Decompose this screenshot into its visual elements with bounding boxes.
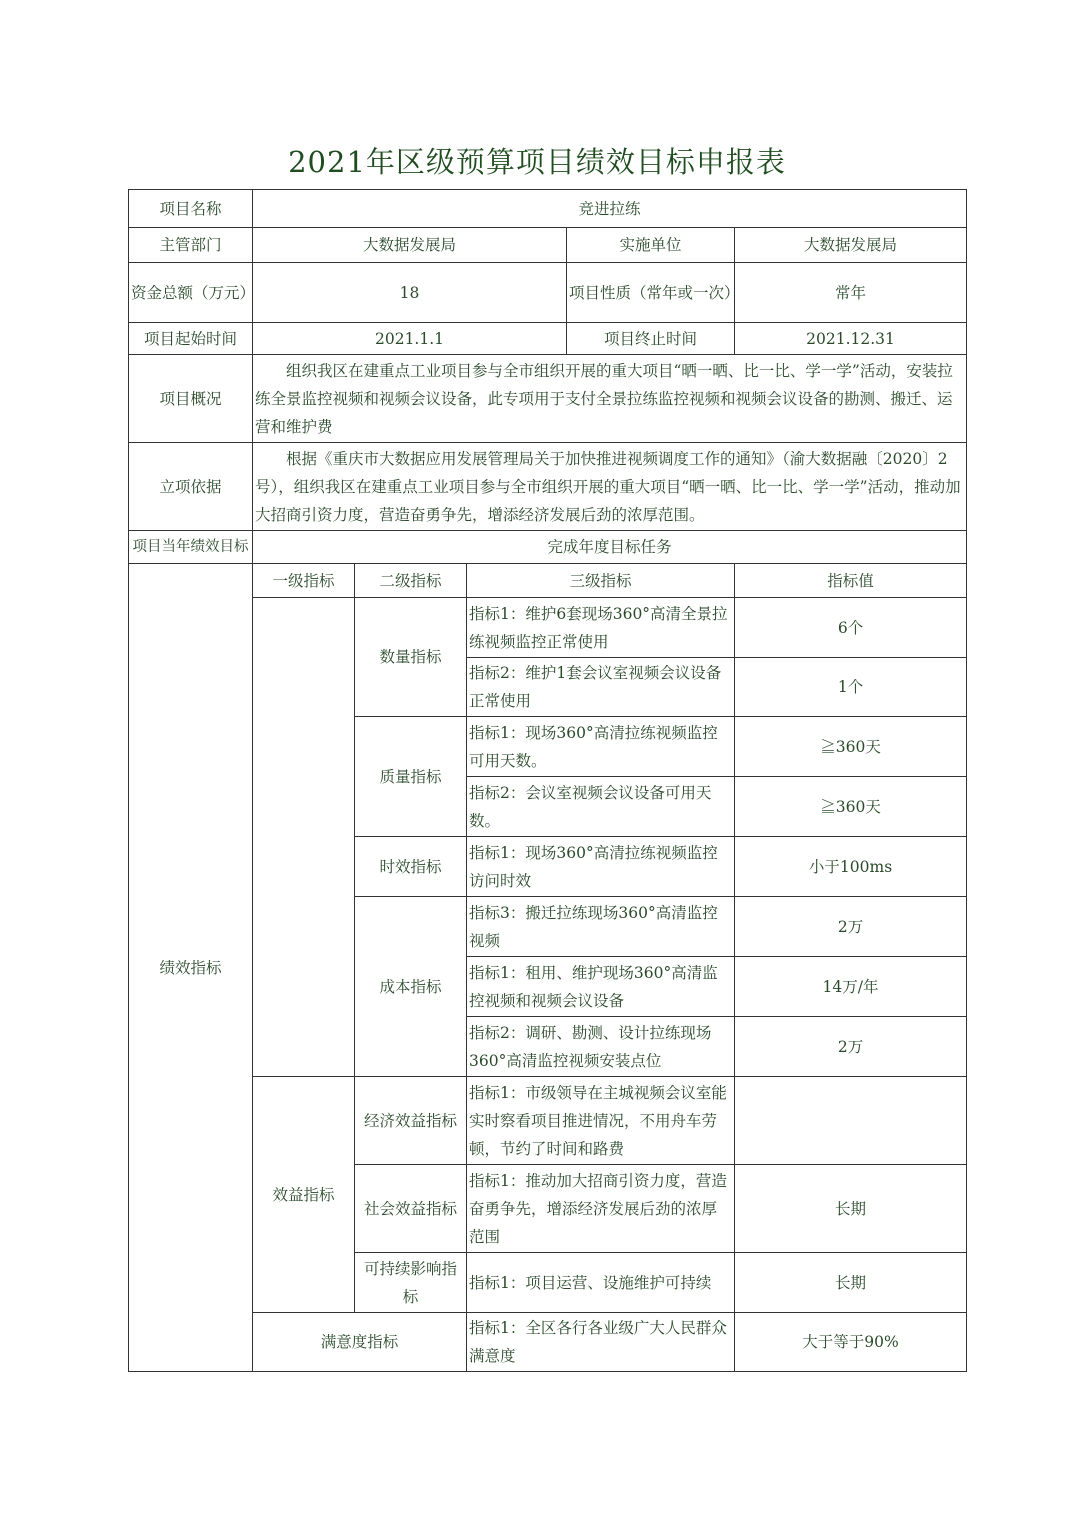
value-overview: 组织我区在建重点工业项目参与全市组织开展的重大项目“晒一晒、比一比、学一学”活动，安装拉练全景监控视频和视频会议设备，此专项用于支付全景拉练监控视频和视频会议设备的勘测、搬迁、运营和维护费 [253, 355, 967, 443]
indicator-text: 指标1：维护6套现场360°高清全景拉练视频监控正常使用 [467, 598, 735, 658]
indicator-text: 指标1：租用、维护现场360°高清监控视频和视频会议设备 [467, 957, 735, 1017]
level1-benefit: 效益指标 [253, 1077, 355, 1313]
indicator-text: 指标1：全区各行各业级广大人民群众满意度 [467, 1313, 735, 1372]
table-row [129, 1077, 967, 1165]
value-end-time: 2021.12.31 [735, 323, 967, 355]
level2-economic: 经济效益指标 [355, 1077, 467, 1165]
header-level3: 三级指标 [467, 564, 735, 598]
header-value: 指标值 [735, 564, 967, 598]
level2-social: 社会效益指标 [355, 1165, 467, 1253]
level2-sustain: 可持续影响指标 [355, 1253, 467, 1313]
value-department: 大数据发展局 [253, 228, 567, 263]
header-level2: 二级指标 [355, 564, 467, 598]
label-start-time: 项目起始时间 [129, 323, 253, 355]
indicator-text: 指标2：维护1套会议室视频会议设备正常使用 [467, 658, 735, 717]
value-annual-goal: 完成年度目标任务 [253, 531, 967, 564]
label-end-time: 项目终止时间 [567, 323, 735, 355]
label-department: 主管部门 [129, 228, 253, 263]
label-impl-unit: 实施单位 [567, 228, 735, 263]
value-start-time: 2021.1.1 [253, 323, 567, 355]
label-total-funds: 资金总额（万元） [129, 263, 253, 323]
value-basis: 根据《重庆市大数据应用发展管理局关于加快推进视频调度工作的通知》（渝大数据融〔2020〕2号），组织我区在建重点工业项目参与全市组织开展的重大项目“晒一晒、比一比、学一学”活动，推动加大招商引资力度，营造奋勇争先，增添经济发展后劲的浓厚范围。 [253, 443, 967, 531]
indicator-text: 指标1：推动加大招商引资力度，营造奋勇争先，增添经济发展后劲的浓厚范围 [467, 1165, 735, 1253]
indicator-value: 大于等于90% [735, 1313, 967, 1372]
label-perf-indicators: 绩效指标 [129, 564, 253, 1372]
level2-quality: 质量指标 [355, 717, 467, 837]
label-project-name: 项目名称 [129, 190, 253, 228]
indicator-text: 指标1：项目运营、设施维护可持续 [467, 1253, 735, 1313]
table-row [129, 564, 967, 598]
level2-timeliness: 时效指标 [355, 837, 467, 897]
table-row [129, 531, 967, 564]
label-basis: 立项依据 [129, 443, 253, 531]
indicator-value: 长期 [735, 1253, 967, 1313]
table-row [129, 443, 967, 531]
table-row [129, 190, 967, 228]
indicator-text: 指标2：调研、勘测、设计拉练现场360°高清监控视频安装点位 [467, 1017, 735, 1077]
indicator-value: 6个 [735, 598, 967, 658]
page-title: 2021年区级预算项目绩效目标申报表 [288, 145, 786, 179]
indicator-text: 指标1：现场360°高清拉练视频监控访问时效 [467, 837, 735, 897]
table-row [129, 598, 967, 658]
label-nature: 项目性质（常年或一次） [567, 263, 735, 323]
indicator-text: 指标2：会议室视频会议设备可用天数。 [467, 777, 735, 837]
table-row [129, 1313, 967, 1372]
level1-output-blank [253, 598, 355, 1077]
value-impl-unit: 大数据发展局 [735, 228, 967, 263]
indicator-text: 指标1：现场360°高清拉练视频监控可用天数。 [467, 717, 735, 777]
indicator-value [735, 1077, 967, 1165]
table-row [129, 355, 967, 443]
label-overview: 项目概况 [129, 355, 253, 443]
indicator-value: 2万 [735, 897, 967, 957]
value-nature: 常年 [735, 263, 967, 323]
table-row [129, 263, 967, 323]
value-total-funds: 18 [253, 263, 567, 323]
indicator-value: ≧360天 [735, 717, 967, 777]
label-annual-goal: 项目当年绩效目标 [129, 531, 253, 564]
table-row [129, 228, 967, 263]
header-level1: 一级指标 [253, 564, 355, 598]
indicator-value: 长期 [735, 1165, 967, 1253]
indicator-text: 指标1：市级领导在主城视频会议室能实时察看项目推进情况，不用舟车劳顿，节约了时间和路费 [467, 1077, 735, 1165]
indicator-value: 14万/年 [735, 957, 967, 1017]
indicator-value: ≧360天 [735, 777, 967, 837]
level2-quantity: 数量指标 [355, 598, 467, 717]
table-row [129, 323, 967, 355]
indicator-text: 指标3：搬迁拉练现场360°高清监控视频 [467, 897, 735, 957]
performance-target-table [128, 189, 967, 1372]
level2-cost: 成本指标 [355, 897, 467, 1077]
indicator-value: 2万 [735, 1017, 967, 1077]
level1-satisfaction: 满意度指标 [253, 1313, 467, 1372]
indicator-value: 小于100ms [735, 837, 967, 897]
value-project-name: 竞进拉练 [253, 190, 967, 228]
indicator-value: 1个 [735, 658, 967, 717]
